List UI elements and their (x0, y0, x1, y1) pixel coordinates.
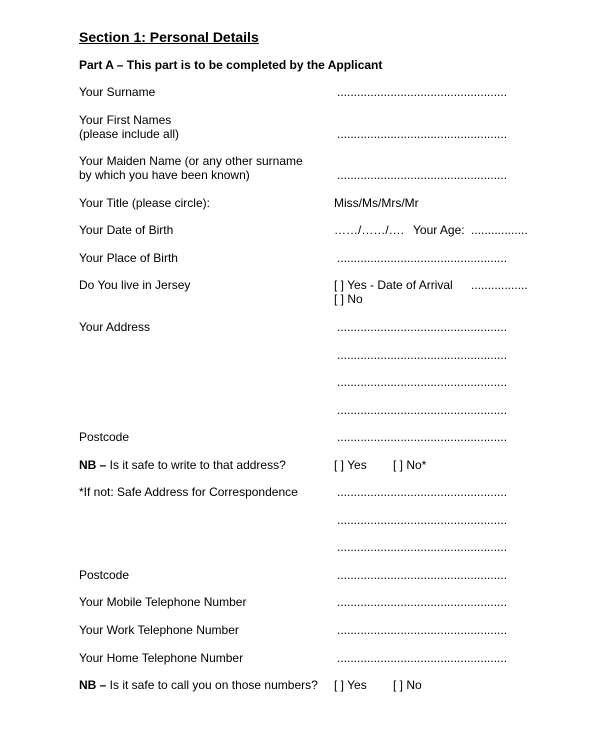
address-label: Your Address (79, 320, 150, 334)
maiden-name-field[interactable]: ................................................... (337, 168, 508, 182)
part-title: Part A – This part is to be completed by the Applicant (79, 58, 383, 72)
jersey-yes-checkbox[interactable]: [ ] Yes - Date of Arrival (334, 278, 453, 292)
section-title: Section 1: Personal Details (79, 29, 259, 45)
maiden-name-note: by which you have been known) (79, 168, 250, 182)
surname-field[interactable]: ................................................... (337, 85, 508, 99)
nb-label-2: NB – (79, 678, 107, 692)
title-options[interactable]: Miss/Ms/Mrs/Mr (334, 196, 419, 210)
place-of-birth-field[interactable]: ................................................... (337, 251, 508, 265)
work-field[interactable]: ................................................... (337, 623, 508, 637)
first-names-field[interactable]: ................................................... (337, 127, 508, 141)
home-label: Your Home Telephone Number (79, 651, 244, 665)
safe-call-no-checkbox[interactable]: [ ] No (393, 678, 422, 692)
home-field[interactable]: ................................................... (337, 651, 508, 665)
mobile-label: Your Mobile Telephone Number (79, 595, 247, 609)
place-of-birth-label: Your Place of Birth (79, 251, 178, 265)
safe-call-question (79, 678, 318, 692)
postcode-label: Postcode (79, 430, 130, 444)
safe-address-line-3[interactable]: ................................................... (337, 540, 508, 554)
safe-address-line-1[interactable]: ................................................... (337, 485, 508, 499)
work-label: Your Work Telephone Number (79, 623, 239, 637)
title-label: Your Title (please circle): (79, 196, 210, 210)
age-field[interactable]: ................. (471, 223, 528, 237)
live-jersey-label: Do You live in Jersey (79, 278, 191, 292)
address-line-1[interactable]: ................................................... (337, 320, 508, 334)
address-line-3[interactable]: ................................................... (337, 375, 508, 389)
safe-address-label: *If not: Safe Address for Correspondence (79, 485, 298, 499)
jersey-no-checkbox[interactable]: [ ] No (334, 292, 363, 306)
postcode-field[interactable]: ................................................... (337, 430, 508, 444)
safe-address-line-2[interactable]: ................................................... (337, 513, 508, 527)
nb-label: NB – (79, 458, 107, 472)
safe-call-yes-checkbox[interactable]: [ ] Yes (334, 678, 367, 692)
first-names-note: (please include all) (79, 127, 180, 141)
safe-write-no-checkbox[interactable]: [ ] No* (393, 458, 427, 472)
mobile-field[interactable]: ................................................... (337, 595, 508, 609)
surname-label: Your Surname (79, 85, 156, 99)
safe-write-text: Is it safe to write to that address? (106, 458, 286, 472)
age-label: Your Age: (413, 223, 465, 237)
maiden-name-label: Your Maiden Name (or any other surname (79, 154, 303, 168)
address-line-2[interactable]: ................................................... (337, 348, 508, 362)
first-names-label: Your First Names (79, 113, 172, 127)
postcode-2-label: Postcode (79, 568, 130, 582)
postcode-2-field[interactable]: ................................................... (337, 568, 508, 582)
safe-write-yes-checkbox[interactable]: [ ] Yes (334, 458, 367, 472)
address-line-4[interactable]: ................................................... (337, 403, 508, 417)
safe-call-text: Is it safe to call you on those numbers? (106, 678, 318, 692)
arrival-date-field[interactable]: ................. (471, 278, 528, 292)
dob-label: Your Date of Birth (79, 223, 174, 237)
safe-write-question (79, 458, 286, 472)
dob-field[interactable]: ……/……/…. (334, 223, 405, 237)
